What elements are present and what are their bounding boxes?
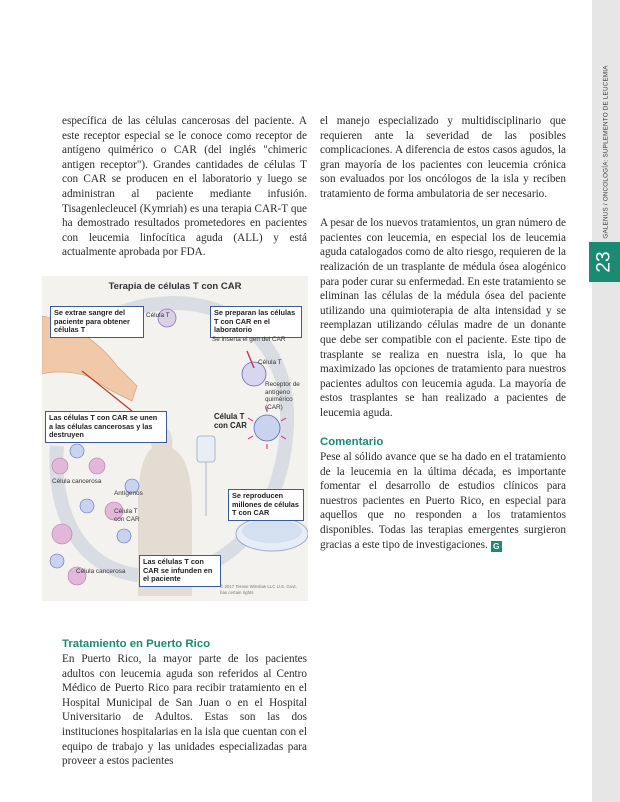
step-lab-box: Se preparan las células T con CAR en el laboratorio xyxy=(210,306,302,338)
figure-copyright: © 2017 Terese Winslow LLC U.S. Govt. has certain rights xyxy=(220,584,297,595)
paragraph-transplant: A pesar de los nuevos tratamientos, un gran número de pacientes con leucemia, en especial los de leucemia aguda catalogados como de alto riesgo, requieren de la realización de un trasplante de médula ósea alogénico para poder curar su enfermedad. En este tratamiento se eliminan las células de la médula ósea del paciente utilizando una quimioterapia de alta intensidad y se reemplazan utilizando células madre de un donante que debe ser compatible con el paciente. Este tipo de trasplante se realiza en nuestra isla, lo que ha maximizado las opciones de tratamiento para nuestros pacientes adultos con leucemia aguda. La mayoría de estos trasplantes se han realizado a pacientes de leucemia aguda. xyxy=(320,217,566,419)
label-t-cell: Célula T xyxy=(146,312,170,319)
paragraph-comentario xyxy=(320,450,566,552)
paragraph-car-receptor: específica de las células cancerosas del paciente. A este receptor especial se le conoce como receptor de antígeno quimérico o CAR (del inglés "chimeric antigen receptor"). Grandes cantidades de células T con CAR se producen en el laboratorio y luego se administran al paciente mediante infusión. Tisagenlecleucel (Kymriah) es una terapia CAR-T que ha demostrado resultados prometedores en pacientes con leucemia linfocítica aguda (ALL) y está actualmente aprobada por FDA. xyxy=(62,115,307,259)
right-column xyxy=(320,114,566,567)
left-column-top xyxy=(62,114,307,275)
running-header-text: GALENUS / ONCOLOGÍA: SUPLEMENTO DE LEUCEMIA xyxy=(602,65,610,239)
label-car-t-cell: Célula T con CAR xyxy=(214,412,247,430)
page-number: 23 xyxy=(593,251,615,273)
step-blood-box: Se extrae sangre del paciente para obtener células T xyxy=(50,306,144,338)
label-cancer-cell-2: Célula cancerosa xyxy=(76,568,126,575)
figure-title: Terapia de células T con CAR xyxy=(108,281,242,292)
step-infuse-box: Las células T con CAR se infunden en el paciente xyxy=(139,555,221,587)
section-heading-comentario: Comentario xyxy=(320,436,384,449)
left-column-bottom xyxy=(62,637,307,783)
car-t-cell-icon xyxy=(254,415,280,441)
label-t-cell-2: Célula T xyxy=(258,359,282,366)
galenus-end-icon: G xyxy=(491,541,502,552)
paragraph-chronic: el manejo especializado y multidisciplinario que requieren ante la severidad de las posibles complicaciones. A diferencia de estos casos agudos, la gran mayoría de los pacientes con leucemia crónica son evaluados por los oncólogos de la isla y reciben tratamiento de forma ambulatoria de ser necesario. xyxy=(320,115,566,200)
label-car-receptor: Receptor de antígeno quimérico (CAR) xyxy=(265,381,300,411)
step-reproduce-box: Se reproducen millones de células T con CAR xyxy=(228,489,304,521)
label-car-t-cell-2: Célula T con CAR xyxy=(114,508,140,523)
car-t-figure xyxy=(42,276,308,601)
running-header xyxy=(591,52,620,252)
paragraph-comentario-text: Pese al sólido avance que se ha dado en el tratamiento de la leucemia en la última década, es importante fomentar el desarrollo de estudios clínicos para nuestros pacientes en Puerto Rico, en especial para aquellos que no responden a los tratamientos disponibles. Todas las terapias emergentes surgieron gracias a este tipo de investigaciones. xyxy=(320,451,566,551)
label-antigens: Antígenos xyxy=(114,490,143,497)
paragraph-puerto-rico: En Puerto Rico, la mayor parte de los pacientes adultos con leucemia aguda son referidos al Centro Médico de Puerto Rico para recibir tratamiento en el Hospital Municipal de San Juan o en el Hospital Universitario de Adultos. Estas son las dos instituciones hospitalarias en la isla que cuentan con el equipo de trabajo y las unidades especializadas para proveer a estos pacientes xyxy=(62,653,307,768)
label-cancer-cell: Célula cancerosa xyxy=(52,478,102,485)
label-gene-insert: Se inserta el gen del CAR xyxy=(212,336,286,343)
section-heading-puerto-rico: Tratamiento en Puerto Rico xyxy=(62,638,211,650)
iv-bag-icon xyxy=(197,436,215,462)
step-destroy-box: Las células T con CAR se unen a las células cancerosas y las destruyen xyxy=(45,411,167,443)
page-number-box xyxy=(589,242,620,282)
